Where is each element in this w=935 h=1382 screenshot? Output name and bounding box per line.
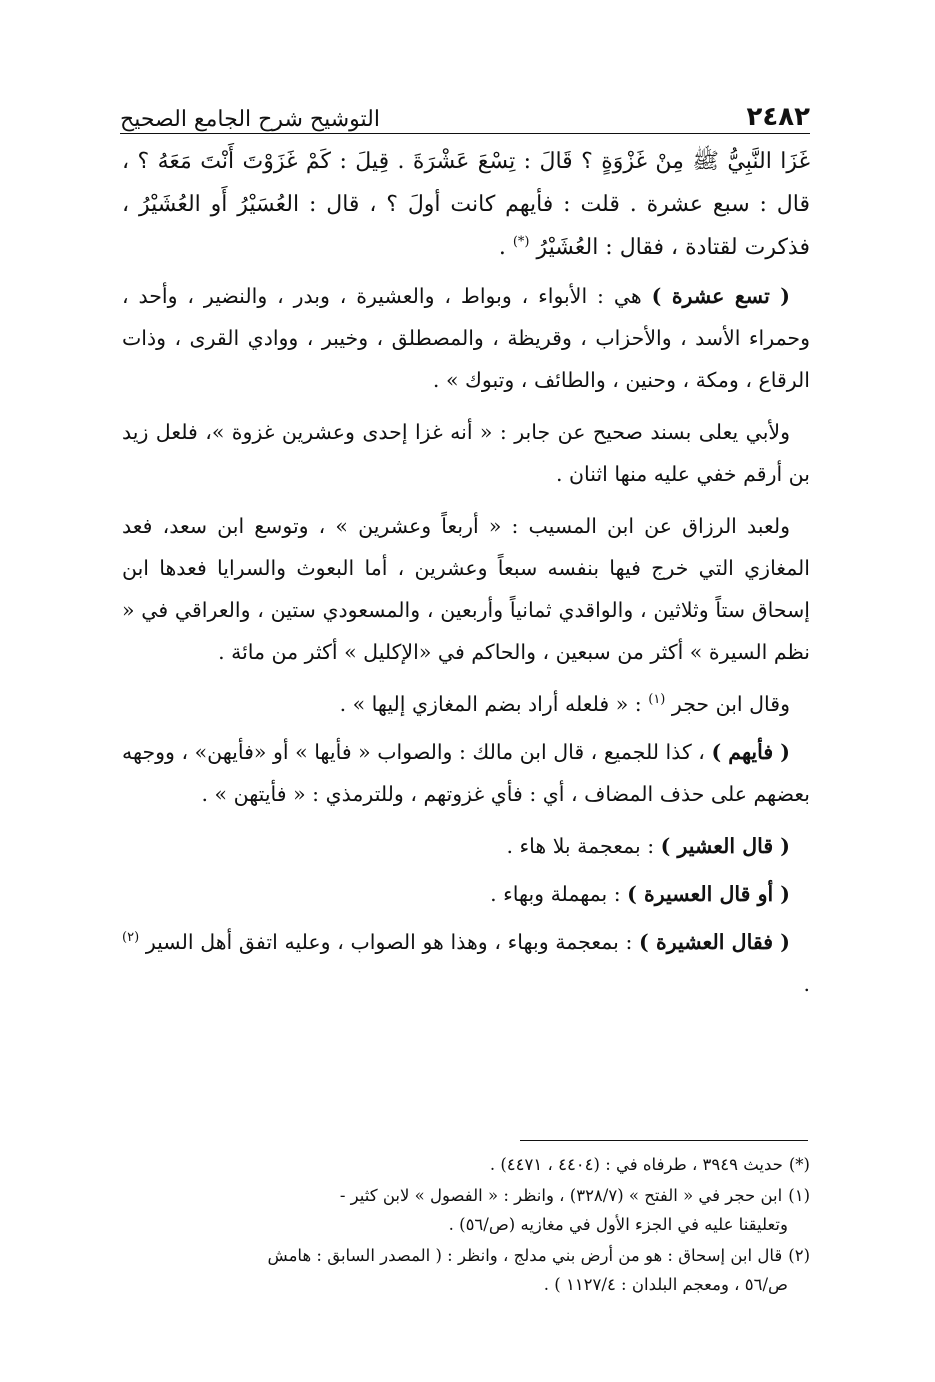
lemma: ( فأيهم ): [711, 740, 790, 764]
commentary-text: وقال ابن حجر: [665, 692, 790, 716]
commentary-text: ولعبد الرزاق عن ابن المسيب : « أربعاً وعشرين » ، وتوسع ابن سعد، فعد المغازي التي خرج فيها بنفسه سبعاً وعشرين ، أما البعوث والسرايا فعدها ابن إسحاق ستاً وثلاثين ، والواقدي ثمانياً وأربعين ، والمسعودي ستين ، والعراقي في « نظم السيرة » أكثر من سبعين ، والحاكم في «الإكليل » أكثر من مائة .: [122, 514, 810, 664]
hadith-end: .: [498, 235, 513, 260]
footnote-continuation: ص/٥٦ ، ومعجم البلدان : ١١٢٧/٤ ) .: [543, 1275, 788, 1294]
commentary-paragraph: [122, 825, 810, 867]
footnote-marker: (٢): [122, 930, 140, 946]
page-number: ٢٤٨٢: [746, 102, 810, 132]
header-divider: [120, 133, 810, 134]
lemma: ( فقال العشيرة ): [639, 930, 790, 954]
commentary-paragraph: [122, 683, 810, 725]
commentary-paragraph: [122, 505, 810, 673]
commentary-paragraph: [122, 921, 810, 1005]
footnote: [122, 1150, 810, 1179]
footnote-number: (٢): [788, 1246, 810, 1265]
commentary-text: ، كذا للجميع ، قال ابن مالك : والصواب « فأيها » أو «فأيهن» ، ووجهه بعضهم على حذف المضاف ، أي : فأي غزوتهم ، وللترمذي : « فأيتهن » .: [122, 740, 810, 806]
commentary-paragraph: [122, 411, 810, 495]
commentary-text: : « فلعله أراد بضم المغازي إليها » .: [339, 692, 649, 716]
commentary-text: .: [803, 972, 810, 996]
footnotes: [122, 1150, 810, 1301]
footnote-text: حديث ٣٩٤٩ ، طرفاه في : (٤٤٠٤ ، ٤٤٧١) .: [489, 1155, 783, 1174]
footnote: [122, 1241, 810, 1299]
main-text: [122, 140, 810, 1015]
running-title: التوشيح شرح الجامع الصحيح: [120, 107, 380, 132]
commentary-paragraph: [122, 873, 810, 915]
commentary-text: : بمعجمة بلا هاء .: [506, 834, 661, 858]
lemma: ( قال العشير ): [660, 834, 790, 858]
footnote-divider: [520, 1140, 808, 1141]
commentary-paragraph: [122, 731, 810, 815]
footnote-text: قال ابن إسحاق : هو من أرض بني مدلج ، وانظر : ( المصدر السابق : هامش: [267, 1246, 783, 1265]
page-header: [120, 88, 810, 132]
footnote-number: (١): [788, 1186, 810, 1205]
footnote-number: (*): [788, 1155, 810, 1174]
footnote-text: ابن حجر في « الفتح » (٣٢٨/٧) ، وانظر : « الفصول » لابن كثير -: [339, 1186, 783, 1205]
commentary-paragraph: [122, 275, 810, 401]
commentary-text: : بمعجمة وبهاء ، وهذا هو الصواب ، وعليه اتفق أهل السير: [145, 930, 640, 954]
hadith-footnote-marker: (*): [512, 234, 530, 250]
commentary-text: ولأبي يعلى بسند صحيح عن جابر : « أنه غزا إحدى وعشرين غزوة »، فلعل زيد بن أرقم خفي عليه منها اثنان .: [122, 420, 810, 486]
lemma: ( أو قال العسيرة ): [627, 882, 790, 906]
lemma: ( تسع عشرة ): [651, 284, 790, 308]
hadith-text: [122, 140, 810, 269]
footnote-marker: (١): [648, 692, 666, 708]
commentary-text: : بمهملة وبهاء .: [490, 882, 628, 906]
commentary-text: هي : الأبواء ، وبواط ، والعشيرة ، وبدر ، والنضير ، وأحد ، وحمراء الأسد ، والأحزاب ، وقريظة ، والمصطلق ، وخيبر ، ووادي القرى ، وذات الرقاع ، ومكة ، وحنين ، والطائف ، وتبوك » .: [122, 284, 810, 392]
hadith-body: غَزَا النَّبِيُّ ﷺ مِنْ غَزْوَةٍ ؟ قَالَ : تِسْعَ عَشْرَةَ . قِيلَ : كَمْ غَزَوْتَ أَنْتَ مَعَهُ ؟ ، قال : سبع عشرة . قلت : فأيهم كانت أولَ ؟ ، قال : العُسَيْرُ أَو العُشَيْرُ ، فذكرت لقتادة ، فقال : العُشَيْرُ: [122, 149, 810, 260]
footnote-continuation: وتعليقنا عليه في الجزء الأول في مغازيه (ص/٥٦) .: [448, 1215, 788, 1234]
footnote: [122, 1181, 810, 1239]
